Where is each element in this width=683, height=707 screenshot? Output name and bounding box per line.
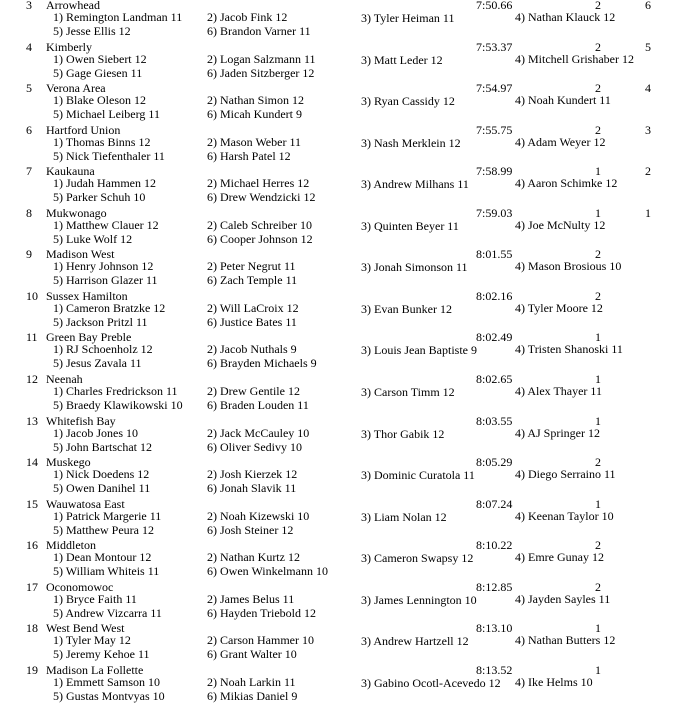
- place-number: 18: [26, 621, 38, 636]
- runner-name: 4) Joe McNulty 12: [515, 217, 606, 232]
- runner-name: 5) Jackson Pritzl 11: [53, 314, 148, 329]
- relay-time: 8:13.52: [476, 662, 513, 677]
- team-name: Neenah: [46, 371, 83, 386]
- runner-name: 3) Liam Nolan 12: [361, 509, 447, 524]
- heat-number: 1: [595, 662, 601, 677]
- team-name: Madison La Follette: [46, 662, 144, 677]
- result-entry: [0, 206, 683, 248]
- result-entry: [0, 81, 683, 123]
- relay-time: 8:02.65: [476, 371, 513, 386]
- runner-name: 4) Nathan Klauck 12: [515, 10, 616, 24]
- runner-name: 3) Ryan Cassidy 12: [361, 94, 455, 109]
- runner-name: 1) Remington Landman 11: [53, 10, 183, 24]
- heat-number: 1: [595, 164, 601, 179]
- runner-name: 1) Nick Doedens 12: [53, 467, 150, 482]
- place-number: 5: [26, 81, 32, 96]
- place-number: 8: [26, 205, 32, 220]
- relay-time: 8:02.16: [476, 288, 513, 303]
- place-number: 12: [26, 371, 38, 386]
- runner-name: 1) Judah Hammen 12: [53, 176, 156, 191]
- runner-name: 1) Cameron Bratzke 12: [53, 300, 166, 315]
- team-name: Whitefish Bay: [46, 413, 116, 428]
- runner-name: 6) Micah Kundert 9: [207, 107, 302, 122]
- runner-name: 1) Blake Oleson 12: [53, 93, 146, 108]
- runner-name: 2) Drew Gentile 12: [207, 383, 300, 398]
- runner-name: 6) Zach Temple 11: [207, 273, 298, 288]
- place-number: 10: [26, 288, 38, 303]
- result-entry: [0, 372, 683, 414]
- runner-name: 5) Nick Tiefenthaler 11: [53, 148, 165, 163]
- team-name: Kimberly: [46, 39, 92, 54]
- result-entry: [0, 164, 683, 206]
- runner-name: 1) Matthew Clauer 12: [53, 217, 159, 232]
- heat-number: 1: [595, 621, 601, 636]
- relay-time: 7:54.97: [476, 81, 513, 96]
- result-entry: [0, 0, 683, 40]
- team-name: Kaukauna: [46, 164, 95, 179]
- result-entry: [0, 663, 683, 705]
- runner-name: 4) Jayden Sayles 11: [515, 591, 611, 606]
- result-entry: [0, 621, 683, 663]
- runner-name: 5) John Bartschat 12: [53, 439, 152, 454]
- runner-name: 4) Ike Helms 10: [515, 674, 593, 689]
- place-number: 14: [26, 455, 38, 470]
- runner-name: 1) Owen Siebert 12: [53, 51, 147, 66]
- points-value: 2: [645, 164, 651, 179]
- team-name: Green Bay Preble: [46, 330, 132, 345]
- heat-number: 1: [595, 496, 601, 511]
- runner-name: 2) Will LaCroix 12: [207, 300, 299, 315]
- runner-name: 5) Jesus Zavala 11: [53, 356, 142, 371]
- runner-name: 2) Noah Larkin 11: [207, 674, 296, 689]
- runner-name: 2) Logan Salzmann 11: [207, 51, 316, 66]
- team-name: Oconomowoc: [46, 579, 114, 594]
- runner-name: 5) Luke Wolf 12: [53, 231, 133, 246]
- runner-name: 3) Louis Jean Baptiste 9: [361, 343, 477, 358]
- runner-name: 2) James Belus 11: [207, 591, 295, 606]
- runner-name: 6) Josh Steiner 12: [207, 522, 294, 537]
- heat-number: 1: [595, 205, 601, 220]
- place-number: 9: [26, 247, 32, 262]
- runner-name: 6) Jonah Slavik 11: [207, 481, 297, 496]
- runner-name: 3) Carson Timm 12: [361, 384, 455, 399]
- heat-number: 2: [595, 39, 601, 54]
- result-entry: [0, 580, 683, 622]
- runner-name: 1) Jacob Jones 10: [53, 425, 138, 440]
- place-number: 7: [26, 164, 32, 179]
- result-entry: [0, 330, 683, 372]
- runner-name: 6) Harsh Patel 12: [207, 148, 291, 163]
- heat-number: 2: [595, 579, 601, 594]
- runner-name: 1) Henry Johnson 12: [53, 259, 154, 274]
- runner-name: 3) Matt Leder 12: [361, 52, 443, 67]
- runner-name: 4) Emre Gunay 12: [515, 550, 604, 565]
- runner-name: 6) Grant Walter 10: [207, 647, 297, 662]
- place-number: 11: [26, 330, 38, 345]
- runner-name: 2) Josh Kierzek 12: [207, 467, 298, 482]
- relay-time: 8:10.22: [476, 538, 513, 553]
- relay-time: 7:58.99: [476, 164, 513, 179]
- runner-name: 5) Braedy Klawikowski 10: [53, 397, 183, 412]
- runner-name: 5) Jesse Ellis 12: [53, 24, 131, 38]
- runner-name: 2) Peter Negrut 11: [207, 259, 296, 274]
- heat-number: 2: [595, 455, 601, 470]
- runner-name: 5) Parker Schuh 10: [53, 190, 146, 205]
- result-entry: [0, 123, 683, 165]
- points-value: 3: [645, 122, 651, 137]
- place-number: 17: [26, 579, 38, 594]
- runner-name: 6) Justice Bates 11: [207, 314, 297, 329]
- relay-time: 7:50.66: [476, 0, 513, 12]
- relay-time: 7:55.75: [476, 122, 513, 137]
- team-name: West Bend West: [46, 621, 125, 636]
- heat-number: 1: [595, 413, 601, 428]
- runner-name: 3) Andrew Hartzell 12: [361, 634, 469, 649]
- runner-name: 1) Dean Montour 12: [53, 550, 152, 565]
- runner-name: 3) Quinten Beyer 11: [361, 218, 459, 233]
- heat-number: 1: [595, 330, 601, 345]
- runner-name: 3) Gabino Ocotl-Acevedo 12: [361, 675, 501, 690]
- runner-name: 2) Mason Weber 11: [207, 134, 302, 149]
- relay-time: 8:05.29: [476, 455, 513, 470]
- runner-name: 1) Bryce Faith 11: [53, 591, 137, 606]
- place-number: 6: [26, 122, 32, 137]
- runner-name: 6) Brandon Varner 11: [207, 24, 311, 38]
- team-name: Verona Area: [46, 81, 106, 96]
- result-entry: [0, 455, 683, 497]
- result-entry: [0, 497, 683, 539]
- team-name: Hartford Union: [46, 122, 121, 137]
- runner-name: 3) James Lennington 10: [361, 592, 477, 607]
- team-name: Sussex Hamilton: [46, 288, 128, 303]
- result-entry: [0, 40, 683, 82]
- heat-number: 1: [595, 371, 601, 386]
- place-number: 13: [26, 413, 38, 428]
- runner-name: 2) Nathan Simon 12: [207, 93, 304, 108]
- runner-name: 5) Harrison Glazer 11: [53, 273, 158, 288]
- team-name: Madison West: [46, 247, 115, 262]
- runner-name: 3) Nash Merklein 12: [361, 135, 461, 150]
- runner-name: 6) Braden Louden 11: [207, 397, 309, 412]
- place-number: 3: [26, 0, 32, 12]
- runner-name: 6) Oliver Sedivy 10: [207, 439, 302, 454]
- runner-name: 1) Charles Fredrickson 11: [53, 383, 178, 398]
- runner-name: 2) Carson Hammer 10: [207, 633, 314, 648]
- runner-name: 4) Noah Kundert 11: [515, 93, 611, 108]
- runner-name: 3) Dominic Curatola 11: [361, 468, 475, 483]
- place-number: 16: [26, 538, 38, 553]
- runner-name: 2) Noah Kizewski 10: [207, 508, 310, 523]
- points-value: 6: [645, 0, 651, 12]
- heat-number: 2: [595, 122, 601, 137]
- runner-name: 2) Jack McCauley 10: [207, 425, 310, 440]
- runner-name: 5) Andrew Vizcarra 11: [53, 605, 162, 620]
- runner-name: 6) Jaden Sitzberger 12: [207, 65, 315, 80]
- heat-number: 2: [595, 81, 601, 96]
- runner-name: 6) Hayden Triebold 12: [207, 605, 316, 620]
- result-entry: [0, 538, 683, 580]
- relay-time: 8:07.24: [476, 496, 513, 511]
- relay-time: 8:01.55: [476, 247, 513, 262]
- relay-time: 8:02.49: [476, 330, 513, 345]
- team-name: Muskego: [46, 455, 91, 470]
- runner-name: 4) Nathan Butters 12: [515, 633, 616, 648]
- heat-number: 2: [595, 288, 601, 303]
- runner-name: 3) Evan Bunker 12: [361, 301, 452, 316]
- team-name: Wauwatosa East: [46, 496, 125, 511]
- runner-name: 6) Drew Wendzicki 12: [207, 190, 316, 205]
- runner-name: 2) Nathan Kurtz 12: [207, 550, 300, 565]
- runner-name: 4) Mitchell Grishaber 12: [515, 51, 634, 66]
- relay-time: 8:12.85: [476, 579, 513, 594]
- runner-name: 1) Tyler May 12: [53, 633, 131, 648]
- runner-name: 1) Thomas Binns 12: [53, 134, 151, 149]
- runner-name: 1) RJ Schoenholz 12: [53, 342, 153, 357]
- points-value: 4: [645, 81, 651, 96]
- runner-name: 5) Gustas Montvyas 10: [53, 688, 165, 703]
- runner-name: 2) Jacob Fink 12: [207, 10, 288, 24]
- runner-name: 5) Jeremy Kehoe 11: [53, 647, 150, 662]
- runner-name: 3) Thor Gabik 12: [361, 426, 445, 441]
- result-entry: [0, 289, 683, 331]
- runner-name: 2) Michael Herres 12: [207, 176, 310, 191]
- relay-time: 8:03.55: [476, 413, 513, 428]
- team-name: Middleton: [46, 538, 96, 553]
- runner-name: 5) William Whiteis 11: [53, 564, 160, 579]
- runner-name: 3) Jonah Simonson 11: [361, 260, 468, 275]
- runner-name: 3) Tyler Heiman 11: [361, 11, 455, 25]
- heat-number: 2: [595, 538, 601, 553]
- result-entry: [0, 414, 683, 456]
- runner-name: 6) Brayden Michaels 9: [207, 356, 317, 371]
- runner-name: 1) Patrick Margerie 11: [53, 508, 162, 523]
- points-value: 1: [645, 205, 651, 220]
- runner-name: 2) Caleb Schreiber 10: [207, 217, 312, 232]
- runner-name: 4) Tyler Moore 12: [515, 300, 603, 315]
- heat-number: 2: [595, 247, 601, 262]
- runner-name: 5) Gage Giesen 11: [53, 65, 143, 80]
- result-entry: [0, 247, 683, 289]
- runner-name: 4) Alex Thayer 11: [515, 383, 602, 398]
- runner-name: 5) Owen Danihel 11: [53, 481, 151, 496]
- place-number: 15: [26, 496, 38, 511]
- team-name: Arrowhead: [46, 0, 100, 12]
- runner-name: 6) Mikias Daniel 9: [207, 688, 298, 703]
- runner-name: 4) Keenan Taylor 10: [515, 508, 614, 523]
- runner-name: 4) Tristen Shanoski 11: [515, 342, 623, 357]
- points-value: 5: [645, 39, 651, 54]
- relay-time: 7:59.03: [476, 205, 513, 220]
- runner-name: 4) Mason Brosious 10: [515, 259, 622, 274]
- runner-name: 4) Diego Serraino 11: [515, 467, 616, 482]
- runner-name: 4) AJ Springer 12: [515, 425, 600, 440]
- runner-name: 5) Michael Leiberg 11: [53, 107, 160, 122]
- runner-name: 2) Jacob Nuthals 9: [207, 342, 297, 357]
- runner-name: 6) Cooper Johnson 12: [207, 231, 313, 246]
- runner-name: 6) Owen Winkelmann 10: [207, 564, 328, 579]
- runner-name: 3) Cameron Swapsy 12: [361, 551, 474, 566]
- heat-number: 2: [595, 0, 601, 12]
- runner-name: 5) Matthew Peura 12: [53, 522, 154, 537]
- runner-name: 1) Emmett Samson 10: [53, 674, 160, 689]
- place-number: 4: [26, 39, 32, 54]
- relay-time: 7:53.37: [476, 39, 513, 54]
- runner-name: 4) Adam Weyer 12: [515, 134, 606, 149]
- place-number: 19: [26, 662, 38, 677]
- runner-name: 4) Aaron Schimke 12: [515, 176, 618, 191]
- team-name: Mukwonago: [46, 205, 107, 220]
- relay-time: 8:13.10: [476, 621, 513, 636]
- runner-name: 3) Andrew Milhans 11: [361, 177, 469, 192]
